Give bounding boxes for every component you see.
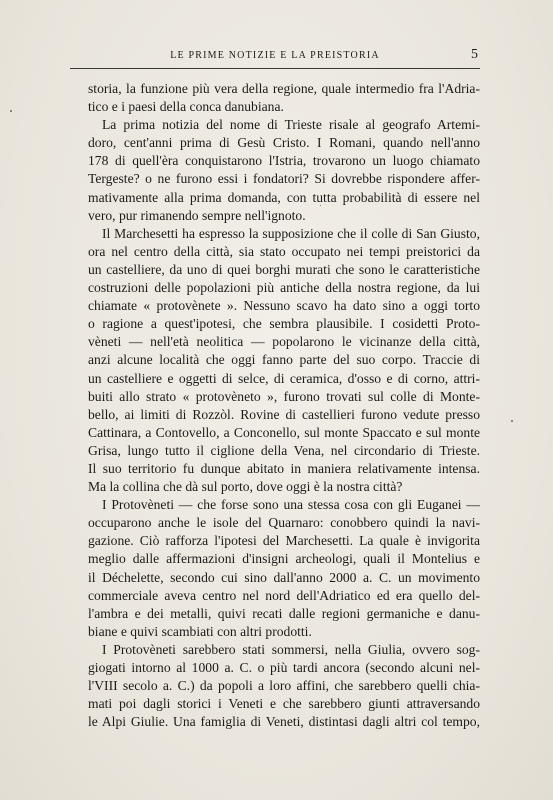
text-line: biane e quivi scambiati con altri prodotti. bbox=[88, 623, 312, 639]
paper-speck bbox=[320, 205, 321, 206]
text-line: o ragione a quest'ipotesi, che sembra plausibile. I cosidetti Proto- bbox=[88, 316, 480, 332]
text-line: l'VIII secolo a. C.) da popoli a loro affini, che sarebbero quelli chia- bbox=[88, 678, 480, 694]
text-line: giogati intorno al 1000 a. C. o più tardi ancora (secondo alcuni nel- bbox=[88, 660, 480, 675]
paper-speck bbox=[10, 110, 12, 112]
text-line: un castelliere e oggetti di selce, di ceramica, d'osso e di corno, attri- bbox=[88, 370, 480, 386]
text-line: chiamate « protovènete ». Nessuno scavo ha dato sino a oggi torto bbox=[88, 298, 480, 314]
text-line: Il Marchesetti ha espresso la supposizione che il colle di San Giusto, bbox=[102, 225, 480, 241]
running-head bbox=[70, 46, 480, 68]
text-line: Grisa, lungo tutto il ciglione della Vena, nel circondario di Trieste. bbox=[88, 442, 480, 458]
body-text bbox=[88, 80, 480, 731]
text-line: tico e i paesi della conca danubiana. bbox=[88, 99, 284, 115]
text-line: anzi alcune località che oggi fanno parte del suo corpo. Traccie di bbox=[88, 352, 480, 368]
text-line: un castelliere, da uno di quei borghi murati che sono le caratteristiche bbox=[88, 261, 480, 277]
text-line: bello, ai limiti di Rozzòl. Rovine di castellieri furono vedute presso bbox=[88, 406, 480, 422]
text-line: Il suo territorio fu dunque abitato in maniera relativamente intensa. bbox=[88, 460, 480, 476]
text-line: vèneti — nell'età neolitica — popolarono le vicinanze della città, bbox=[88, 334, 480, 350]
text-line: occuparono anche le isole del Quarnaro: conobbero quindi la navi- bbox=[88, 515, 480, 531]
text-line: mativamente alla prima domanda, con tutta probabilità di essere nel bbox=[88, 189, 480, 205]
text-line: storia, la funzione più vera della regione, quale intermedio fra l'Adria- bbox=[88, 81, 480, 96]
text-line: Tergeste? o ne furono essi i fondatori? Si dovrebbe rispondere affer- bbox=[88, 171, 480, 187]
text-line: l'ambra e dei metalli, quivi recati dalle regioni germaniche e danu- bbox=[88, 605, 480, 621]
running-head-title: LE PRIME NOTIZIE E LA PREISTORIA bbox=[170, 50, 380, 61]
text-line: meglio dalle affermazioni d'insigni archeologi, quali il Montelius e bbox=[88, 551, 480, 567]
text-line: ora nel centro della città, sia stato occupato nei tempi preistorici da bbox=[88, 243, 480, 259]
page-number: 5 bbox=[471, 47, 478, 62]
text-line: vero, pur rimanendo sempre nell'ignoto. bbox=[88, 207, 306, 223]
text-line: Cattinara, a Contovello, a Conconello, sul monte Spaccato e sul monte bbox=[88, 424, 480, 440]
text-line: mati poi dagli storici i Veneti e che sarebbero giunti attraversando bbox=[88, 696, 480, 712]
text-line: doro, cent'anni prima di Gesù Cristo. I Romani, quando nell'anno bbox=[88, 135, 480, 151]
text-line: buiti allo strato « protovèneto », furono trovati sul colle di Monte- bbox=[88, 388, 480, 404]
paper-speck bbox=[511, 420, 513, 422]
text-line: il Déchelette, secondo cui sino dall'anno 2000 a. C. un movimento bbox=[88, 569, 480, 585]
text-line: Ma la collina che dà sul porto, dove oggi è la nostra città? bbox=[88, 479, 403, 495]
text-line: gazione. Ciò rafforza l'ipotesi del Marchesetti. La quale è invigorita bbox=[88, 533, 480, 549]
text-line: costruzioni delle popolazioni più antiche della nostra regione, da lui bbox=[88, 280, 480, 296]
text-line: I Protovèneti — che forse sono una stessa cosa con gli Euganei — bbox=[102, 497, 480, 513]
text-line: le Alpi Giulie. Una famiglia di Veneti, distintasi dagli altri col tempo, bbox=[88, 714, 480, 730]
text-line: La prima notizia del nome di Trieste risale al geografo Artemi- bbox=[102, 117, 480, 133]
text-line: I Protovèneti sarebbero stati sommersi, nella Giulia, ovvero sog- bbox=[102, 641, 480, 657]
text-line: 178 di quell'èra conquistarono l'Istria, trovarono un luogo chiamato bbox=[88, 153, 480, 169]
text-line: commerciale aveva centro nel nord dell'Adriatico ed era quello del- bbox=[88, 587, 480, 603]
header-rule bbox=[70, 68, 480, 69]
